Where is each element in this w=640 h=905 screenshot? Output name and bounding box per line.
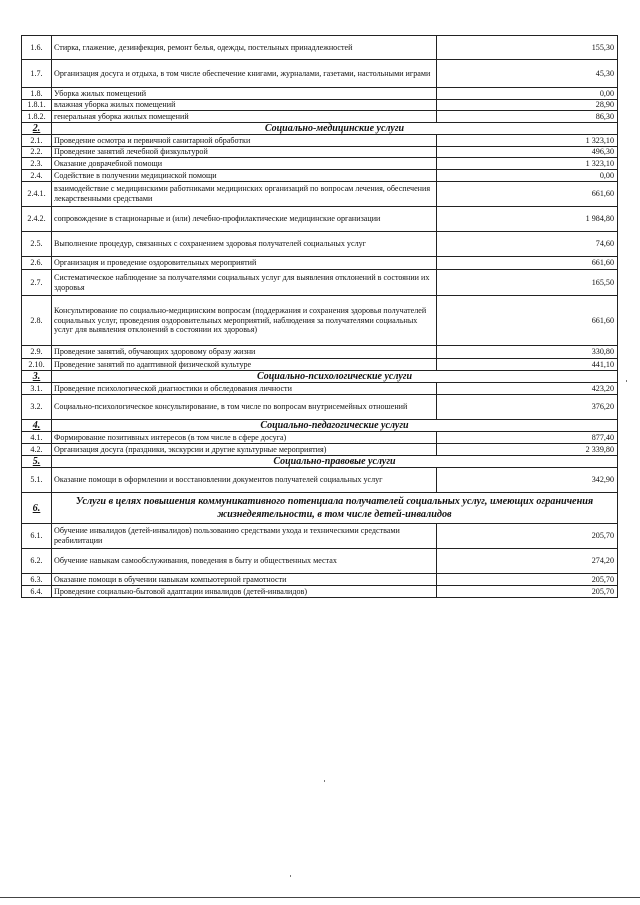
service-price: 74,60 — [437, 232, 618, 257]
scan-speck — [626, 380, 627, 382]
row-number: 2.8. — [22, 296, 52, 346]
row-number: 5.1. — [22, 468, 52, 493]
row-number: 6. — [22, 493, 52, 524]
scan-speck — [324, 780, 325, 782]
section-header-row — [22, 456, 618, 468]
row-number: 2.6. — [22, 257, 52, 270]
row-number: 1.8.2. — [22, 111, 52, 123]
service-name: Организация и проведение оздоровительных мероприятий — [52, 257, 437, 270]
service-price: 661,60 — [437, 257, 618, 270]
service-name: Оказание помощи в обучении навыкам компьютерной грамотности — [52, 574, 437, 586]
service-price: 661,60 — [437, 296, 618, 346]
service-price: 205,70 — [437, 586, 618, 598]
row-number: 3.1. — [22, 383, 52, 395]
row-number: 2.1. — [22, 135, 52, 147]
section-header-row — [22, 371, 618, 383]
service-name: Стирка, глажение, дезинфекция, ремонт белья, одежды, постельных принадлежностей — [52, 36, 437, 60]
table-row — [22, 100, 618, 111]
service-name: Проведение социально-бытовой адаптации инвалидов (детей-инвалидов) — [52, 586, 437, 598]
service-name: генеральная уборка жилых помещений — [52, 111, 437, 123]
service-name: Формирование позитивных интересов (в том числе в сфере досуга) — [52, 432, 437, 444]
service-price: 441,10 — [437, 359, 618, 371]
service-price: 45,30 — [437, 60, 618, 88]
row-number: 2.4.1. — [22, 182, 52, 207]
row-number: 6.2. — [22, 549, 52, 574]
service-name: Организация досуга и отдыха, в том числе обеспечение книгами, журналами, газетами, настольными играми — [52, 60, 437, 88]
row-number: 2.4. — [22, 170, 52, 182]
row-number: 2.9. — [22, 346, 52, 359]
row-number: 2.7. — [22, 270, 52, 296]
table-row — [22, 549, 618, 574]
table-row — [22, 270, 618, 296]
row-number: 6.4. — [22, 586, 52, 598]
service-name: Обучение навыкам самообслуживания, поведения в быту и общественных местах — [52, 549, 437, 574]
service-name: Содействие в получении медицинской помощи — [52, 170, 437, 182]
table-row — [22, 524, 618, 549]
row-number: 1.8.1. — [22, 100, 52, 111]
service-price: 1 323,10 — [437, 135, 618, 147]
row-number: 4. — [22, 420, 52, 432]
service-price: 155,30 — [437, 36, 618, 60]
table-row — [22, 60, 618, 88]
service-name: Проведение занятий, обучающих здоровому образу жизни — [52, 346, 437, 359]
service-price: 165,50 — [437, 270, 618, 296]
service-name: Обучение инвалидов (детей-инвалидов) пользованию средствами ухода и техническими средствами реабилитации — [52, 524, 437, 549]
service-price: 342,90 — [437, 468, 618, 493]
table-row — [22, 383, 618, 395]
service-price: 205,70 — [437, 524, 618, 549]
row-number: 1.7. — [22, 60, 52, 88]
table-row — [22, 88, 618, 100]
section-header-row — [22, 493, 618, 524]
table-row — [22, 296, 618, 346]
service-price: 877,40 — [437, 432, 618, 444]
row-number: 6.3. — [22, 574, 52, 586]
service-name: взаимодействие с медицинскими работниками медицинских организаций по вопросам лечения, обеспечения лекарственными средствами — [52, 182, 437, 207]
service-price: 274,20 — [437, 549, 618, 574]
service-price: 205,70 — [437, 574, 618, 586]
table-row — [22, 346, 618, 359]
services-price-table — [21, 35, 618, 598]
service-name: Проведение занятий лечебной физкультурой — [52, 147, 437, 158]
row-number: 2.2. — [22, 147, 52, 158]
service-price: 1 323,10 — [437, 158, 618, 170]
service-name: влажная уборка жилых помещений — [52, 100, 437, 111]
service-price: 496,30 — [437, 147, 618, 158]
service-price: 0,00 — [437, 170, 618, 182]
row-number: 1.6. — [22, 36, 52, 60]
table-row — [22, 444, 618, 456]
row-number: 2.4.2. — [22, 207, 52, 232]
service-price: 376,20 — [437, 395, 618, 420]
row-number: 5. — [22, 456, 52, 468]
table-row — [22, 135, 618, 147]
service-name: Выполнение процедур, связанных с сохранением здоровья получателей социальных услуг — [52, 232, 437, 257]
service-name: Оказание помощи в оформлении и восстановлении документов получателей социальных услуг — [52, 468, 437, 493]
table-row — [22, 432, 618, 444]
service-price: 330,80 — [437, 346, 618, 359]
service-price: 0,00 — [437, 88, 618, 100]
service-name: сопровождение в стационарные и (или) лечебно-профилактические медицинские организации — [52, 207, 437, 232]
row-number: 2.5. — [22, 232, 52, 257]
table-row — [22, 395, 618, 420]
table-row — [22, 111, 618, 123]
section-title: Социально-психологические услуги — [52, 371, 618, 383]
service-name: Социально-психологическое консультирование, в том числе по вопросам внутрисемейных отношений — [52, 395, 437, 420]
service-price: 28,90 — [437, 100, 618, 111]
table-row — [22, 36, 618, 60]
service-price: 86,30 — [437, 111, 618, 123]
table-row — [22, 257, 618, 270]
row-number: 1.8. — [22, 88, 52, 100]
row-number: 6.1. — [22, 524, 52, 549]
row-number: 4.2. — [22, 444, 52, 456]
service-price: 423,20 — [437, 383, 618, 395]
table-row — [22, 170, 618, 182]
service-name: Проведение психологической диагностики и обследования личности — [52, 383, 437, 395]
section-header-row — [22, 420, 618, 432]
service-price: 661,60 — [437, 182, 618, 207]
table-row — [22, 468, 618, 493]
page-bottom-rule — [0, 897, 640, 898]
row-number: 2.10. — [22, 359, 52, 371]
table-row — [22, 586, 618, 598]
row-number: 3.2. — [22, 395, 52, 420]
table-row — [22, 574, 618, 586]
row-number: 2. — [22, 123, 52, 135]
service-name: Проведение занятий по адаптивной физической культуре — [52, 359, 437, 371]
table-row — [22, 147, 618, 158]
section-header-row — [22, 123, 618, 135]
table-row — [22, 158, 618, 170]
service-price: 2 339,80 — [437, 444, 618, 456]
service-name: Проведение осмотра и первичной санитарной обработки — [52, 135, 437, 147]
section-title: Услуги в целях повышения коммуникативного потенциала получателей социальных услуг, имеющих ограничения жизнедеятельности, в том числе детей-инвалидов — [52, 493, 618, 524]
row-number: 3. — [22, 371, 52, 383]
section-title: Социально-правовые услуги — [52, 456, 618, 468]
table-row — [22, 232, 618, 257]
section-title: Социально-медицинские услуги — [52, 123, 618, 135]
table-body — [22, 36, 618, 598]
service-name: Консультирование по социально-медицинским вопросам (поддержания и сохранения здоровья получателей социальных услуг, проведения оздоровительных мероприятий, наблюдения за получателями социальных услуг для выявления отклонений в состоянии их здоровья) — [52, 296, 437, 346]
table-row — [22, 182, 618, 207]
table-row — [22, 359, 618, 371]
service-name: Систематическое наблюдение за получателями социальных услуг для выявления отклонений в состоянии их здоровья — [52, 270, 437, 296]
service-name: Уборка жилых помещений — [52, 88, 437, 100]
row-number: 2.3. — [22, 158, 52, 170]
service-name: Организация досуга (праздники, экскурсии и другие культурные мероприятия) — [52, 444, 437, 456]
scan-speck — [290, 875, 291, 877]
table-row — [22, 207, 618, 232]
service-price: 1 984,80 — [437, 207, 618, 232]
service-name: Оказание доврачебной помощи — [52, 158, 437, 170]
section-title: Социально-педагогические услуги — [52, 420, 618, 432]
row-number: 4.1. — [22, 432, 52, 444]
